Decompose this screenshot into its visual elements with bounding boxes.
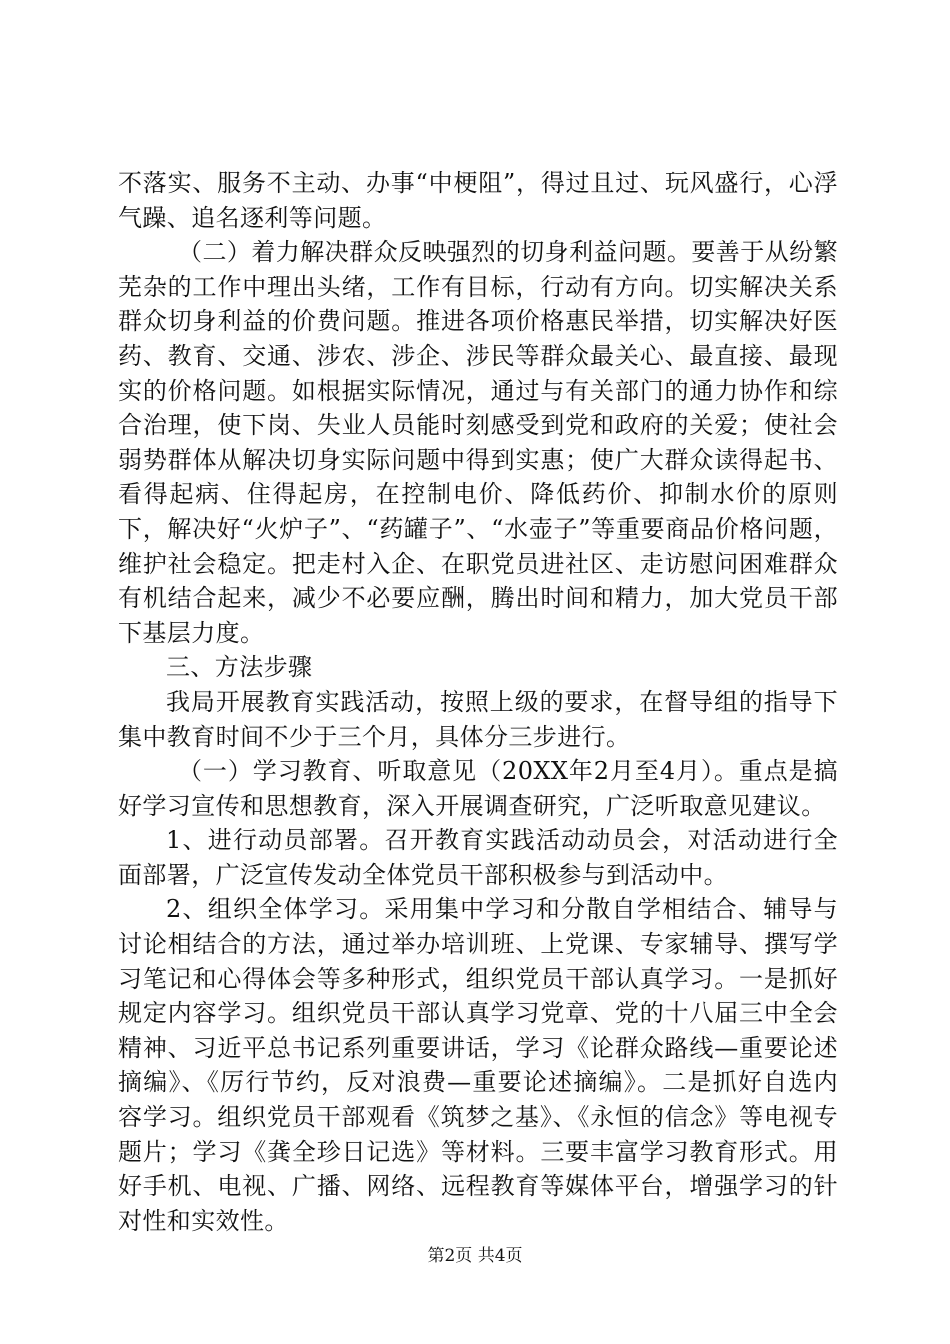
page-number-footer: 第2页 共4页 — [427, 1246, 523, 1266]
paragraph-methods-intro: 我局开展教育实践活动，按照上级的要求，在督导组的指导下集中教育时间不少于三个月，具体分三步进行。 — [118, 687, 838, 751]
section-heading-methods: 三、方法步骤 — [166, 653, 313, 682]
paragraph-item-two: 2、组织全体学习。采用集中学习和分散自学相结合、辅导与讨论相结合的方法，通过举办培训班、上党课、专家辅导、撰写学习笔记和心得体会等多种形式，组织党员干部认真学习。一是抓好规定内容学习。组织党员干部认真学习党章、党的十八届三中全会精神、习近平总书记系列重要讲话，学习《论群众路线—重要论述摘编》、《厉行节约，反对浪费—重要论述摘编》。二是抓好自选内容学习。组织党员干部观看《筑梦之基》、《永恒的信念》等电视专题片；学习《龚全珍日记选》等材料。三要丰富学习教育形式。用好手机、电视、广播、网络、远程教育等媒体平台，增强学习的针对性和实效性。 — [118, 895, 838, 1235]
paragraph-step-one: （一）学习教育、听取意见（20XX年2月至4月）。重点是搞好学习宣传和思想教育，深入开展调查研究，广泛听取意见建议。 — [118, 757, 838, 820]
document-body — [118, 166, 838, 1238]
paragraph-continuation: 不落实、服务不主动、办事“中梗阻”，得过且过、玩风盛行，心浮气躁、追名逐利等问题。 — [118, 169, 838, 232]
paragraph-section-two: （二）着力解决群众反映强烈的切身利益问题。要善于从纷繁芜杂的工作中理出头绪，工作有目标，行动有方向。切实解决关系群众切身利益的价费问题。推进各项价格惠民举措，切实解决好医药、教育、交通、涉农、涉企、涉民等群众最关心、最直接、最现实的价格问题。如根据实际情况，通过与有关部门的通力协作和综合治理，使下岗、失业人员能时刻感受到党和政府的关爱；使社会弱势群体从解决切身实际问题中得到实惠；使广大群众读得起书、看得起病、住得起房，在控制电价、降低药价、抑制水价的原则下，解决好“火炉子”、“药罐子”、“水壶子”等重要商品价格问题，维护社会稳定。把走村入企、在职党员进社区、走访慰问困难群众有机结合起来，减少不必要应酬，腾出时间和精力，加大党员干部下基层力度。 — [118, 238, 838, 647]
paragraph-item-one: 1、进行动员部署。召开教育实践活动动员会，对活动进行全面部署，广泛宣传发动全体党员干部积极参与到活动中。 — [118, 826, 838, 889]
